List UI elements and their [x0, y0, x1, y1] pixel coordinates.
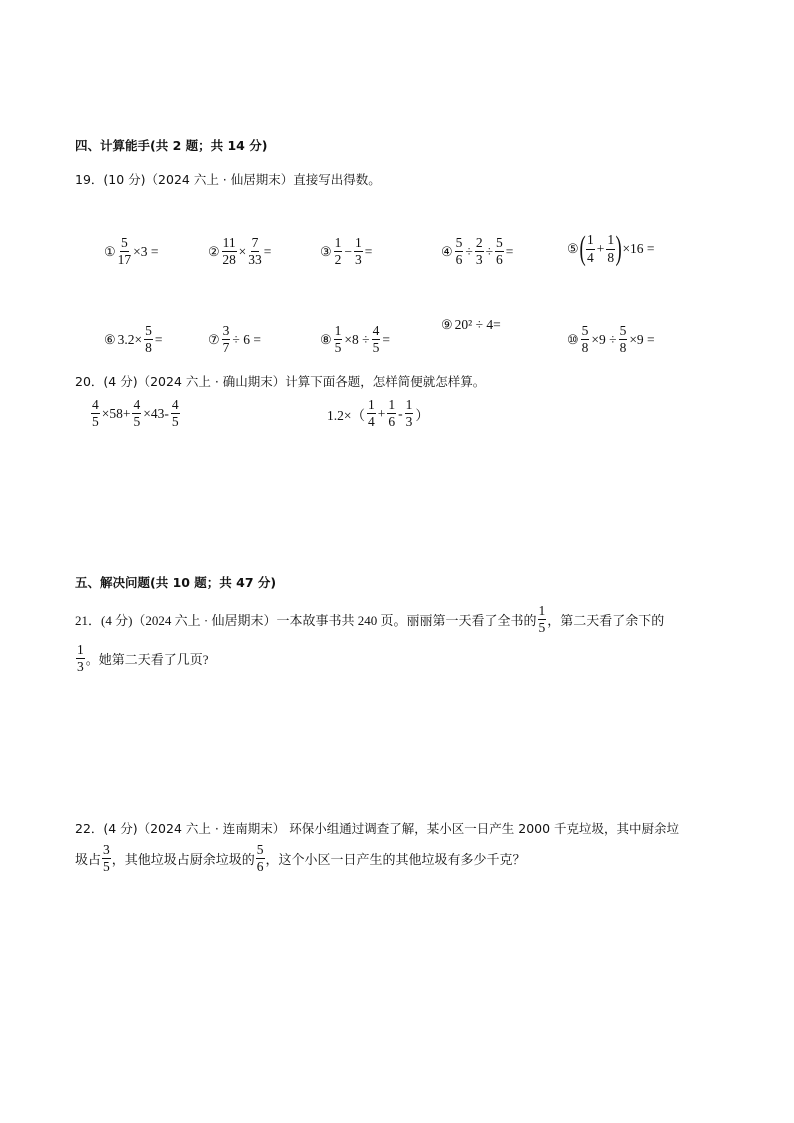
- denominator: 5: [334, 340, 342, 356]
- q19-operator: =: [154, 331, 163, 347]
- q19-item-4: [441, 236, 514, 267]
- denominator: 5: [171, 414, 179, 430]
- q19-operator: =: [263, 243, 272, 259]
- q21-text-b: ，第二天看了余下的: [547, 613, 665, 629]
- q19-fraction: [372, 324, 381, 355]
- denominator: 4: [586, 249, 594, 265]
- q19-item-1: [104, 236, 160, 267]
- q19-item-6: [104, 324, 164, 355]
- q20-fraction: [387, 398, 396, 429]
- q19-operator: (: [579, 230, 586, 267]
- denominator: 8: [581, 340, 589, 356]
- numerator: 4: [171, 398, 180, 414]
- q19-fraction: [495, 236, 504, 267]
- numerator: 1: [387, 398, 396, 414]
- q19-fraction: [581, 324, 590, 355]
- q20-fraction: [171, 398, 180, 429]
- numerator: 5: [144, 324, 153, 340]
- section-title-4: 四、计算能手(共 2 题；共 14 分): [75, 138, 268, 153]
- q19-operator: ÷: [465, 243, 473, 259]
- numerator: 2: [475, 236, 484, 252]
- item-number-marker: ③: [320, 243, 332, 259]
- numerator: 1: [606, 233, 615, 249]
- denominator: 3: [355, 252, 362, 268]
- numerator: 4: [91, 398, 100, 414]
- item-number-marker: ⑩: [567, 331, 579, 347]
- question-19-header: 19．(10 分)（2024 六上 · 仙居期末）直接写出得数。: [75, 172, 381, 187]
- q19-item-8: [320, 324, 391, 355]
- q19-operator: ): [615, 230, 622, 267]
- q21-fraction-1: $\frac{1}{5}$: [538, 603, 546, 636]
- q20-operator: -: [398, 405, 403, 421]
- q19-item-3: [320, 236, 373, 267]
- question-22-line-1: 22．(4 分)（2024 六上 · 连南期末） 环保小组通过调查了解，某小区一日产生 2000 千克垃圾，其中厨余垃: [75, 821, 680, 836]
- q19-operator: ×16 =: [622, 241, 655, 256]
- q21-fraction-2: $\frac{1}{3}$: [77, 642, 84, 675]
- denominator: 5: [372, 340, 380, 356]
- q19-operator: +: [596, 241, 605, 256]
- numerator: 1: [334, 236, 343, 252]
- q19-fraction: [334, 236, 343, 267]
- item-number-marker: ①: [104, 243, 116, 259]
- numerator: 11: [222, 236, 237, 252]
- q19-fraction: [586, 233, 595, 264]
- q21-text-a: 21．(4 分)（2024 六上 · 仙居期末）一本故事书共 240 页。丽丽第一天看了全书的: [75, 613, 537, 629]
- q20-operator: +: [377, 405, 386, 421]
- denominator: 17: [117, 252, 132, 268]
- q19-operator: 20² ÷ 4=: [454, 317, 501, 332]
- q20-operator: ）: [415, 407, 429, 423]
- denominator: 8: [607, 249, 615, 265]
- q19-operator: ÷ 6 =: [232, 331, 261, 347]
- q19-item-7: [208, 324, 262, 355]
- q20-fraction: [132, 398, 141, 429]
- q19-fraction: [354, 236, 363, 267]
- q19-operator: −: [344, 243, 353, 259]
- q19-fraction: [222, 236, 237, 267]
- numerator: 4: [372, 324, 381, 340]
- q19-fraction: [144, 324, 153, 355]
- numerator: 5: [619, 324, 628, 340]
- q22-fraction-1: $\frac{3}{5}$: [103, 842, 110, 875]
- denominator: 28: [222, 252, 236, 268]
- q19-operator: ×3 =: [133, 243, 159, 259]
- item-number-marker: ④: [441, 243, 453, 259]
- item-number-marker: ⑦: [208, 331, 220, 347]
- denominator: 3: [475, 252, 483, 268]
- q19-operator: ÷: [485, 243, 493, 259]
- numerator: 1: [334, 324, 343, 340]
- numerator: 1: [405, 398, 414, 414]
- q19-operator: ×9 =: [629, 331, 655, 347]
- q19-item-2: [208, 236, 272, 267]
- numerator: 3: [222, 324, 231, 340]
- q19-operator: =: [364, 243, 373, 259]
- q19-fraction: [606, 233, 615, 264]
- q20-operator: ×43-: [143, 405, 169, 421]
- denominator: 6: [388, 414, 396, 430]
- q19-operator: 3.2×: [117, 331, 143, 347]
- q19-fraction: [118, 236, 132, 267]
- item-number-marker: ⑧: [320, 331, 332, 347]
- denominator: 5: [133, 414, 141, 430]
- denominator: 8: [145, 340, 152, 356]
- q20-fraction: [91, 398, 100, 429]
- q21-text-c: 。她第二天看了几页?: [85, 652, 209, 668]
- question-22-line-2: [75, 843, 526, 874]
- numerator: 1: [367, 398, 376, 414]
- denominator: 6: [496, 252, 503, 268]
- denominator: 6: [455, 252, 463, 268]
- item-number-marker: ⑥: [104, 331, 116, 347]
- question-20-header: 20．(4 分)（2024 六上 · 确山期末）计算下面各题，怎样简便就怎样算。: [75, 374, 486, 389]
- item-number-marker: ⑨: [441, 317, 453, 332]
- question-21-line-1: [75, 604, 664, 635]
- q19-item-9: [441, 317, 502, 333]
- numerator: 5: [455, 236, 464, 252]
- q19-fraction: [248, 236, 262, 267]
- q22-text-c: ，这个小区一日产生的其他垃圾有多少千克？: [265, 852, 526, 868]
- denominator: 8: [619, 340, 627, 356]
- item-number-marker: ⑤: [567, 241, 579, 256]
- q20-operator: 1.2×（: [327, 407, 365, 423]
- q19-operator: ×9 ÷: [591, 331, 617, 347]
- numerator: 4: [132, 398, 141, 414]
- q19-fraction: [455, 236, 464, 267]
- item-number-marker: ②: [208, 243, 220, 259]
- denominator: 4: [368, 414, 375, 430]
- question-21-line-2: [75, 643, 209, 674]
- q19-fraction: [619, 324, 628, 355]
- numerator: 5: [581, 324, 590, 340]
- q19-item-5: [567, 232, 656, 266]
- q22-fraction-2: $\frac{5}{6}$: [256, 842, 264, 875]
- q20-expression-2: [326, 398, 430, 429]
- q19-item-10: [567, 324, 656, 355]
- numerator: 5: [120, 236, 129, 252]
- q19-fraction: [222, 324, 231, 355]
- q19-operator: =: [505, 243, 514, 259]
- q19-operator: ×: [238, 243, 247, 259]
- q20-fraction: [367, 398, 376, 429]
- numerator: 1: [354, 236, 363, 252]
- q20-expression-1: [90, 398, 181, 429]
- denominator: 7: [222, 340, 230, 356]
- q20-operator: ×58+: [101, 405, 131, 421]
- q19-fraction: [475, 236, 484, 267]
- q22-text-a: 圾占: [75, 852, 102, 868]
- q22-text-b: ，其他垃圾占厨余垃圾的: [111, 852, 255, 868]
- denominator: 5: [92, 414, 99, 430]
- numerator: 1: [586, 233, 595, 249]
- q19-operator: =: [382, 331, 390, 347]
- denominator: 2: [334, 252, 342, 268]
- numerator: 5: [495, 236, 504, 252]
- q20-fraction: [405, 398, 414, 429]
- q19-operator: ×8 ÷: [344, 331, 370, 347]
- section-title-5: 五、解决问题(共 10 题；共 47 分): [75, 575, 277, 590]
- denominator: 33: [248, 252, 262, 268]
- q19-fraction: [334, 324, 343, 355]
- denominator: 3: [405, 414, 413, 430]
- numerator: 7: [251, 236, 260, 252]
